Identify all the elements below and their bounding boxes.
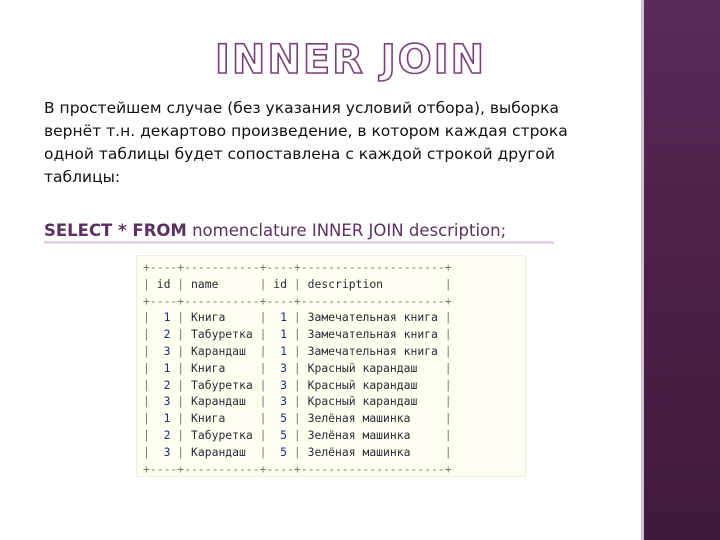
table-cell: 2 bbox=[149, 327, 178, 342]
table-cell: 1 bbox=[149, 360, 178, 375]
table-border: | bbox=[143, 411, 150, 426]
table-border: | bbox=[444, 411, 452, 426]
table-border: | bbox=[259, 276, 267, 291]
table-border: | bbox=[444, 343, 452, 358]
table-row bbox=[143, 428, 452, 442]
table-row bbox=[143, 378, 452, 392]
table-separator: +----+-----------+----+---------------------+ bbox=[143, 293, 452, 308]
table-cell: 2 bbox=[149, 427, 178, 442]
table-border: | bbox=[259, 377, 267, 392]
table-border: | bbox=[177, 310, 185, 325]
table-cell: Замечательная книга bbox=[300, 310, 445, 325]
table-cell: 3 bbox=[149, 444, 178, 459]
table-border: | bbox=[444, 360, 452, 375]
table-border: | bbox=[177, 394, 185, 409]
table-border: | bbox=[177, 427, 185, 442]
table-header-row bbox=[143, 277, 452, 291]
table-border: | bbox=[143, 310, 150, 325]
sql-statement bbox=[44, 221, 624, 240]
slide-paragraph: В простейшем случае (без указания условий отбора), выборка вернёт т.н. декартово произведение, в котором каждая строка одной таблицы будет сопоставлена с каждой строкой другой таблицы: bbox=[44, 99, 568, 186]
table-cell: Замечательная книга bbox=[300, 327, 445, 342]
table-cell: Карандаш bbox=[184, 343, 260, 358]
table-border: | bbox=[259, 327, 267, 342]
table-row bbox=[143, 361, 452, 375]
table-cell: 1 bbox=[266, 310, 294, 325]
table-border: | bbox=[143, 327, 150, 342]
table-border: | bbox=[177, 360, 185, 375]
table-border: | bbox=[293, 394, 301, 409]
table-cell: Карандаш bbox=[184, 444, 260, 459]
table-border: | bbox=[444, 427, 452, 442]
table-border: | bbox=[143, 360, 150, 375]
table-border: | bbox=[293, 377, 301, 392]
table-cell: 1 bbox=[266, 343, 294, 358]
table-border: | bbox=[293, 360, 301, 375]
table-border: | bbox=[259, 343, 267, 358]
table-cell: 2 bbox=[149, 377, 178, 392]
table-cell: id bbox=[266, 276, 294, 291]
table-separator: +----+-----------+----+---------------------+ bbox=[143, 260, 452, 274]
table-border: | bbox=[293, 276, 301, 291]
table-row bbox=[143, 411, 452, 425]
table-border: | bbox=[143, 377, 150, 392]
table-border: | bbox=[143, 444, 150, 459]
table-cell: Книга bbox=[184, 310, 260, 325]
table-border: | bbox=[444, 276, 452, 291]
table-border: | bbox=[259, 394, 267, 409]
table-border: | bbox=[444, 394, 452, 409]
table-border: | bbox=[293, 343, 301, 358]
table-border: | bbox=[444, 310, 452, 325]
table-border: | bbox=[177, 411, 185, 426]
table-cell: Табуретка bbox=[184, 377, 260, 392]
table-cell: Красный карандаш bbox=[300, 377, 445, 392]
query-result-table bbox=[137, 256, 525, 477]
table-cell: 3 bbox=[149, 394, 178, 409]
table-row bbox=[143, 394, 452, 408]
table-border: | bbox=[259, 360, 267, 375]
table-cell: name bbox=[184, 276, 260, 291]
table-cell: Книга bbox=[184, 411, 260, 426]
table-cell: description bbox=[300, 276, 445, 291]
table-row bbox=[143, 310, 452, 324]
table-cell: Табуретка bbox=[184, 327, 260, 342]
table-border: | bbox=[293, 411, 301, 426]
sql-keywords: SELECT * FROM bbox=[44, 221, 187, 240]
table-row bbox=[143, 327, 452, 341]
table-cell: id bbox=[149, 276, 178, 291]
table-border: | bbox=[444, 444, 452, 459]
table-cell: 3 bbox=[266, 394, 294, 409]
table-border: | bbox=[177, 327, 185, 342]
table-cell: 3 bbox=[266, 360, 294, 375]
sql-underline bbox=[44, 241, 554, 244]
table-row bbox=[143, 445, 452, 459]
table-border: | bbox=[143, 276, 150, 291]
sql-rest: nomenclature INNER JOIN description; bbox=[186, 221, 507, 240]
table-border: | bbox=[293, 427, 301, 442]
table-border: | bbox=[293, 444, 301, 459]
query-result-box bbox=[136, 255, 526, 477]
table-cell: 3 bbox=[266, 377, 294, 392]
table-cell: 3 bbox=[149, 343, 178, 358]
table-cell: Зелёная машинка bbox=[300, 444, 445, 459]
table-cell: 5 bbox=[266, 411, 294, 426]
decorative-side-bar bbox=[641, 0, 720, 540]
slide-title: INNER JOIN bbox=[215, 37, 487, 83]
table-border: | bbox=[259, 310, 267, 325]
table-border: | bbox=[259, 444, 267, 459]
table-cell: 5 bbox=[266, 427, 294, 442]
table-border: | bbox=[259, 411, 267, 426]
table-border: | bbox=[143, 394, 150, 409]
table-cell: 5 bbox=[266, 444, 294, 459]
table-border: | bbox=[293, 310, 301, 325]
table-border: | bbox=[177, 444, 185, 459]
table-cell: 1 bbox=[149, 310, 178, 325]
table-border: | bbox=[293, 327, 301, 342]
table-cell: 1 bbox=[149, 411, 178, 426]
table-cell: Карандаш bbox=[184, 394, 260, 409]
table-separator: +----+-----------+----+---------------------+ bbox=[143, 461, 452, 476]
table-border: | bbox=[143, 427, 150, 442]
table-border: | bbox=[143, 343, 150, 358]
table-cell: Табуретка bbox=[184, 427, 260, 442]
table-cell: Зелёная машинка bbox=[300, 411, 445, 426]
table-border: | bbox=[444, 327, 452, 342]
table-cell: Красный карандаш bbox=[300, 394, 445, 409]
table-border: | bbox=[177, 343, 185, 358]
table-border: | bbox=[177, 377, 185, 392]
table-border: | bbox=[177, 276, 185, 291]
table-cell: Книга bbox=[184, 360, 260, 375]
table-cell: 1 bbox=[266, 327, 294, 342]
table-border: | bbox=[444, 377, 452, 392]
table-cell: Замечательная книга bbox=[300, 343, 445, 358]
table-row bbox=[143, 344, 452, 358]
table-cell: Зелёная машинка bbox=[300, 427, 445, 442]
table-border: | bbox=[259, 427, 267, 442]
table-cell: Красный карандаш bbox=[300, 360, 445, 375]
